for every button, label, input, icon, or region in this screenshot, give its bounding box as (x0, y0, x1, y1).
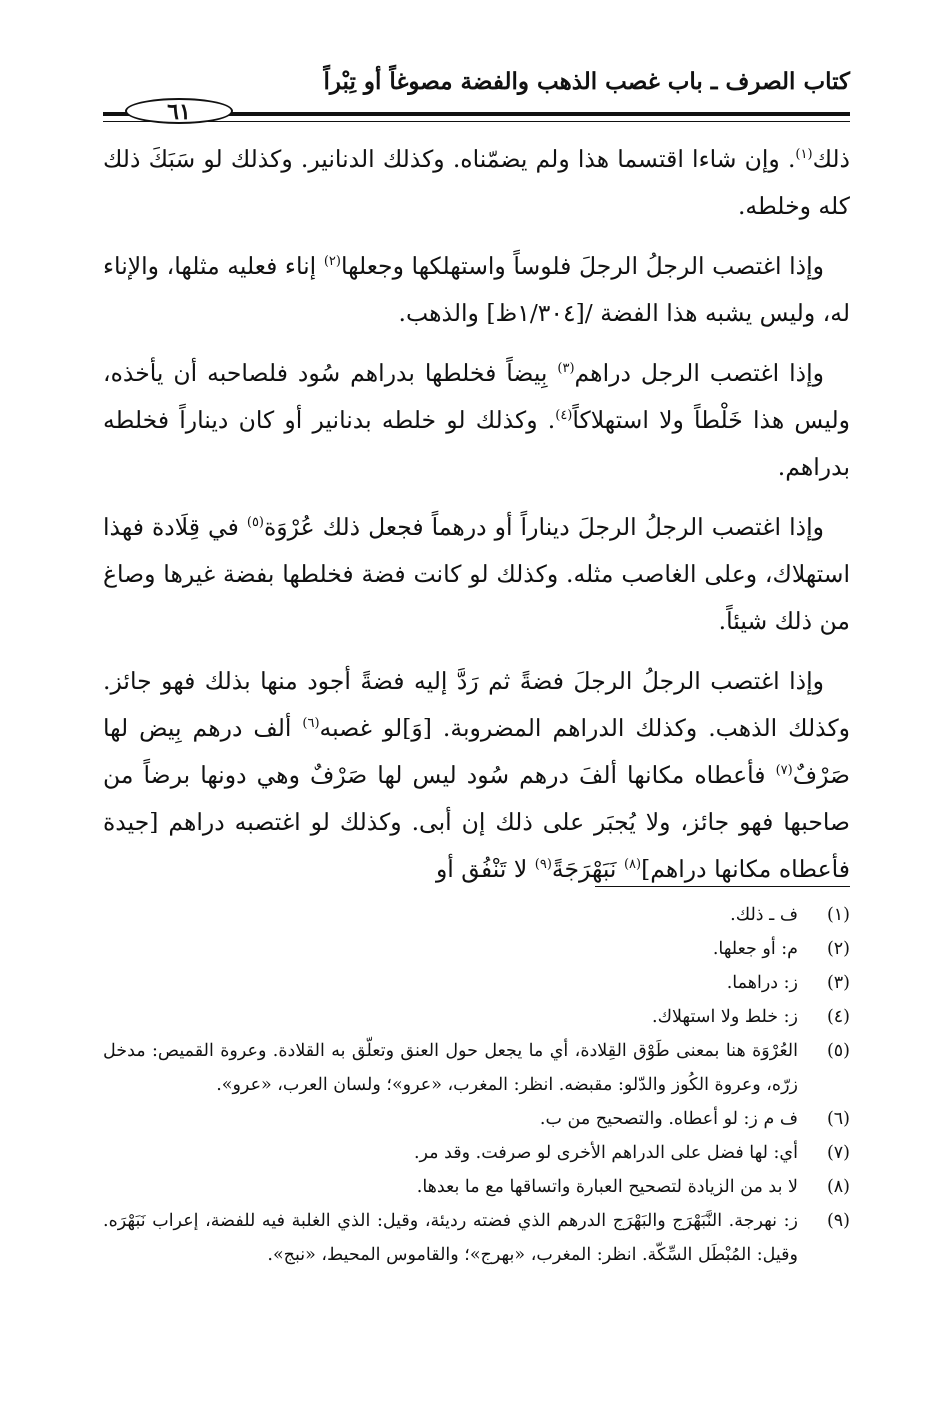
footnote-ref: (٩) (534, 857, 552, 873)
footnote-number: (١) (826, 905, 850, 925)
text-run: ذلك (812, 145, 850, 173)
text-run: وإذا اغتصب الرجل دراهم (574, 359, 824, 387)
running-title: كتاب الصرف ـ باب غصب الذهب والفضة مصوغاً أو تِبْراً (323, 68, 850, 95)
footnote-ref: (٢) (323, 254, 341, 270)
footnote-number: (٨) (826, 1177, 850, 1197)
footnote (103, 1170, 850, 1204)
footnote-text: ز: خلط ولا استهلاك. (652, 1007, 798, 1027)
text-run: . وكذلك لو خلطه بدنانير أو كان ديناراً فخلطه بدراهم. (103, 406, 850, 481)
text-run: لا تَنْفُق أو (435, 855, 535, 883)
footnote-ref: (٨) (623, 857, 642, 873)
paragraph (103, 243, 850, 337)
footnote-ref: (٤) (555, 408, 573, 424)
footnote-text: لا بد من الزيادة لتصحيح العبارة واتساقها مع ما بعدها. (416, 1177, 798, 1197)
footnote-text: ف م ز: لو أعطاه. والتصحيح من ب. (539, 1109, 798, 1129)
footnote-text: العُرْوَة هنا بمعنى طَوْق القِلادة، أي ما يجعل حول العنق وتعلّق به القلادة. وعروة القميص: مدخل زرّه، وعروة الكُوز والدّلو: مقبضه. انظر: المغرب، «عرو»؛ ولسان العرب، «عرو». (103, 1041, 798, 1095)
footnote-separator (595, 886, 850, 887)
footnote-text: ز: دراهما. (726, 973, 798, 993)
text-run: وإذا اغتصب الرجلُ الرجلَ فضةً ثم رَدَّ إليه فضةً أجود منها بذلك فهو جائز. وكذلك الذهب. وكذلك الدراهم المضروبة. [وَ]لو غصبه (103, 667, 850, 742)
footnote-number: (٩) (826, 1211, 850, 1231)
footnote-number: (٢) (826, 939, 850, 959)
text-run: بِيضاً فخلطها بدراهم سُود فلصاحبه أن يأخذه، وليس هذا خَلْطاً ولا استهلاكاً (103, 359, 850, 434)
footnote-text: ف ـ ذلك. (730, 905, 798, 925)
footnote-number: (٣) (826, 973, 850, 993)
header-rule-thin (103, 121, 850, 122)
footnote-ref: (١) (795, 147, 813, 163)
footnote (103, 1136, 850, 1170)
text-run: إناء فعليه مثلها، والإناء له، وليس يشبه هذا الفضة /[١/٣٠٤ظ] والذهب. (103, 252, 850, 327)
footnote (103, 932, 850, 966)
paragraph (103, 658, 850, 893)
footnote (103, 1204, 850, 1272)
main-text (103, 136, 850, 906)
paragraph (103, 504, 850, 645)
footnote-ref: (٦) (302, 716, 320, 732)
text-run: فأعطاه مكانها ألفَ درهم سُود ليس لها صَرْفٌ وهي دونها برضاً من صاحبها فهو جائز، ولا يُجبَر على ذلك إن أبى. وكذلك لو اغتصبه دراهم [جيدة فأعطاه مكانها دراهم] (103, 761, 850, 883)
footnote-number: (٤) (826, 1007, 850, 1027)
footnote-text: م: أو جعلها. (712, 939, 798, 959)
footnote-ref: (٣) (557, 361, 575, 377)
footnote-number: (٧) (826, 1143, 850, 1163)
footnote-number: (٦) (826, 1109, 850, 1129)
footnote-text: ز: نهرجة. النَّبَهْرَج والبَهْرَج الدرهم الذي فضته رديئة، وقيل: الذي الغلبة فيه للفضة، إعراب نَبَهْرَه. وقيل: المُبْطَل السِّكّة. انظر: المغرب، «بهرج»؛ والقاموس المحيط، «نبج». (103, 1211, 798, 1265)
footnote-ref: (٧) (775, 763, 793, 779)
footnote (103, 966, 850, 1000)
text-run: وإذا اغتصب الرجلُ الرجلَ ديناراً أو درهماً فجعل ذلك عُرْوَة (264, 513, 824, 541)
text-run: نَبَهْرَجَةً (551, 855, 624, 883)
footnote-number: (٥) (826, 1041, 850, 1061)
text-run: في قِلَادة فهذا استهلاك، وعلى الغاصب مثله. وكذلك لو كانت فضة فخلطها بفضة غيرها وصاغ من ذلك شيئاً. (103, 513, 850, 635)
paragraph (103, 350, 850, 491)
footnote (103, 1000, 850, 1034)
page-number: ٦١ (125, 98, 233, 124)
footnote-text: أي: لها فضل على الدراهم الأخرى لو صرفت. وقد مر. (413, 1143, 798, 1163)
footnotes (103, 898, 850, 1272)
text-run: وإذا اغتصب الرجلُ الرجلَ فلوساً واستهلكها وجعلها (340, 252, 824, 280)
footnote (103, 898, 850, 932)
footnote (103, 1034, 850, 1102)
paragraph (103, 136, 850, 230)
text-run: . وإن شاءا اقتسما هذا ولم يضمّناه. وكذلك الدنانير. وكذلك لو سَبَكَ ذلك كله وخلطه. (103, 145, 850, 220)
text-run: ألف درهم بِيض لها صَرْفٌ (103, 714, 850, 789)
footnote-ref: (٥) (246, 515, 264, 531)
footnote (103, 1102, 850, 1136)
